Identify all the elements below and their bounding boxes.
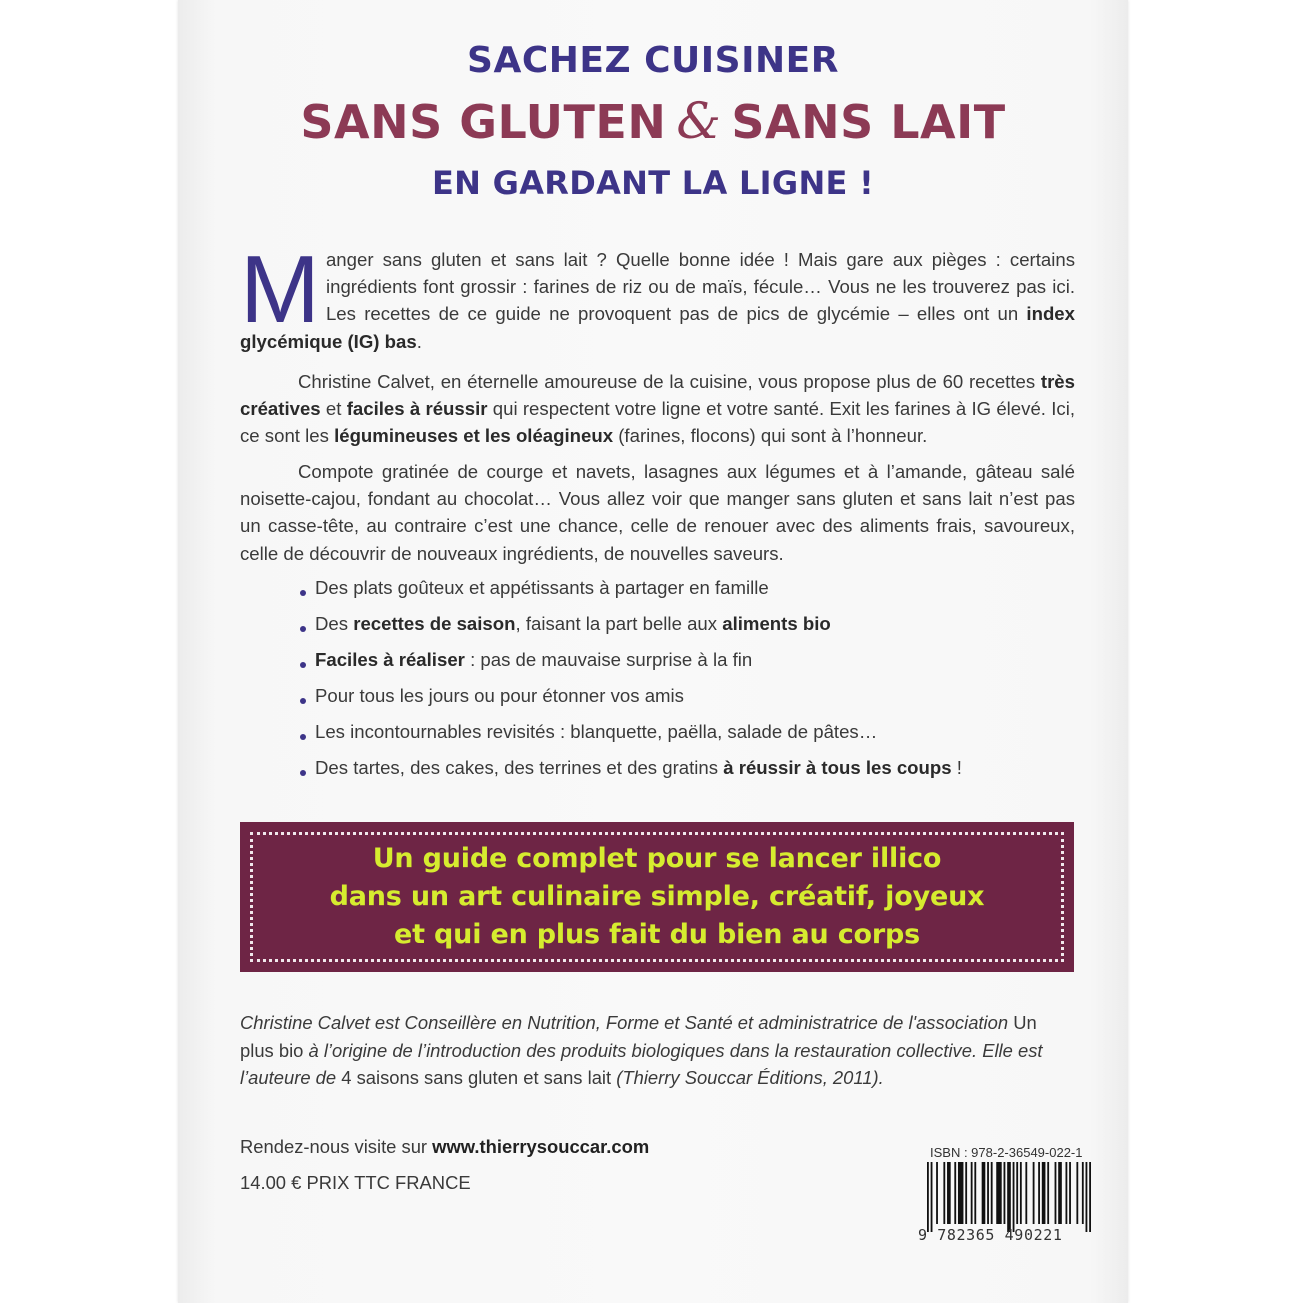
isbn: ISBN : 978-2-36549-022-1 bbox=[930, 1145, 1083, 1160]
website-line bbox=[240, 1136, 649, 1158]
bullet-icon bbox=[300, 590, 306, 596]
feature-list bbox=[298, 572, 962, 788]
bullet-text: Des bbox=[315, 613, 354, 634]
bio-book-title: 4 saisons sans gluten et sans lait bbox=[341, 1067, 612, 1088]
highlight-banner bbox=[240, 822, 1074, 972]
intro-text-end: . bbox=[416, 330, 422, 352]
visit-label: Rendez-nous visite sur bbox=[240, 1136, 433, 1157]
list-item bbox=[298, 716, 962, 752]
author-paragraph bbox=[240, 368, 1075, 450]
bullet-text: Des plats goûteux et appétissants à partager en famille bbox=[315, 577, 769, 598]
bio-association: Un plus bio bbox=[240, 1012, 1037, 1061]
list-item bbox=[298, 644, 962, 680]
p2-text-a: Christine Calvet, en éternelle amoureuse de la cuisine, vous propose plus de 60 recettes bbox=[298, 371, 1041, 392]
price: 14.00 € PRIX TTC FRANCE bbox=[240, 1172, 471, 1193]
list-item bbox=[298, 752, 962, 788]
barcode-icon bbox=[927, 1162, 1091, 1232]
bullet-bold: Faciles à réaliser bbox=[315, 649, 465, 670]
title-line-1: SACHEZ CUISINER bbox=[467, 40, 839, 81]
bio-text: Christine Calvet est Conseillère en Nutrition, Forme et Santé et administratrice de l'association bbox=[240, 1012, 1014, 1033]
intro-paragraph bbox=[240, 236, 1075, 355]
bullet-text: Des tartes, des cakes, des terrines et des gratins bbox=[315, 757, 724, 778]
author-bio bbox=[240, 1009, 1075, 1092]
bullet-text: : pas de mauvaise surprise à la fin bbox=[464, 649, 753, 670]
bio-text: à l’origine de l’introduction des produits biologiques dans la restauration collective. Elle est l’auteure de bbox=[240, 1039, 1043, 1088]
bullet-text: ! bbox=[951, 757, 962, 778]
bullet-icon bbox=[300, 698, 306, 704]
title-line-3: EN GARDANT LA LIGNE ! bbox=[431, 164, 875, 202]
bio-text: (Thierry Souccar Éditions, 2011). bbox=[611, 1067, 884, 1088]
drop-cap: M bbox=[240, 236, 320, 343]
banner-line-1: Un guide complet pour se lancer illico bbox=[372, 843, 942, 874]
banner-text bbox=[240, 840, 1074, 954]
recipes-paragraph: Compote gratinée de courge et navets, lasagnes aux légumes et à l’amande, gâteau salé noisette-cajou, fondant au chocolat… Vous allez voir que manger sans gluten et sans lait n’est pas un casse-tête, au contraire c’est une chance, celle de renouer avec des aliments frais, savoureux, celle de découvrir de nouveaux ingrédients, de nouvelles saveurs. bbox=[240, 461, 1075, 564]
p2-bold-creatives: très créatives bbox=[240, 371, 1075, 420]
p2-text-b: et bbox=[320, 398, 347, 420]
barcode-digits: 9 782365 490221 bbox=[918, 1226, 1063, 1244]
bullet-bold: aliments bio bbox=[722, 613, 831, 634]
bullet-text: Les incontournables revisités : blanquette, paëlla, salade de pâtes… bbox=[315, 721, 878, 742]
intro-text: anger sans gluten et sans lait ? Quelle bonne idée ! Mais gare aux pièges : certains ingrédients font grossir : farines de riz ou de maïs, fécule… Vous ne les trouverez pas ici. Les recettes de ce guide ne provoquent pas de pics de glycémie – elles ont un bbox=[325, 249, 1075, 325]
bullet-icon bbox=[300, 734, 306, 740]
p2-bold-faciles: faciles à réussir bbox=[346, 398, 488, 420]
title-line-2 bbox=[178, 92, 1128, 150]
bullet-bold: recettes de saison bbox=[353, 613, 516, 634]
bullet-icon bbox=[300, 626, 306, 632]
bullet-text: , faisant la part belle aux bbox=[515, 613, 723, 634]
bullet-icon bbox=[300, 662, 306, 668]
title-sans-gluten: SANS GLUTEN bbox=[300, 95, 667, 149]
intro-bold-index: index glycémique (IG) bas bbox=[240, 303, 1075, 352]
p2-text-c: qui respectent votre ligne et votre santé. Exit les farines à IG élevé. Ici, ce sont les bbox=[240, 398, 1075, 447]
list-item bbox=[298, 572, 962, 608]
bullet-bold: à réussir à tous les coups bbox=[723, 757, 952, 778]
list-item bbox=[298, 680, 962, 716]
website-link[interactable]: www.thierrysouccar.com bbox=[432, 1136, 650, 1157]
banner-line-3: et qui en plus fait du bien au corps bbox=[394, 919, 920, 950]
bullet-text: Pour tous les jours ou pour étonner vos amis bbox=[315, 685, 684, 706]
p2-text-d: (farines, flocons) qui sont à l’honneur. bbox=[613, 425, 928, 447]
p2-bold-legumineuses: légumineuses et les oléagineux bbox=[334, 425, 614, 447]
title-sans-lait: SANS LAIT bbox=[731, 95, 1006, 149]
banner-line-2: dans un art culinaire simple, créatif, joyeux bbox=[329, 881, 985, 912]
bullet-icon bbox=[300, 770, 306, 776]
title-ampersand: & bbox=[676, 92, 722, 150]
list-item bbox=[298, 608, 962, 644]
